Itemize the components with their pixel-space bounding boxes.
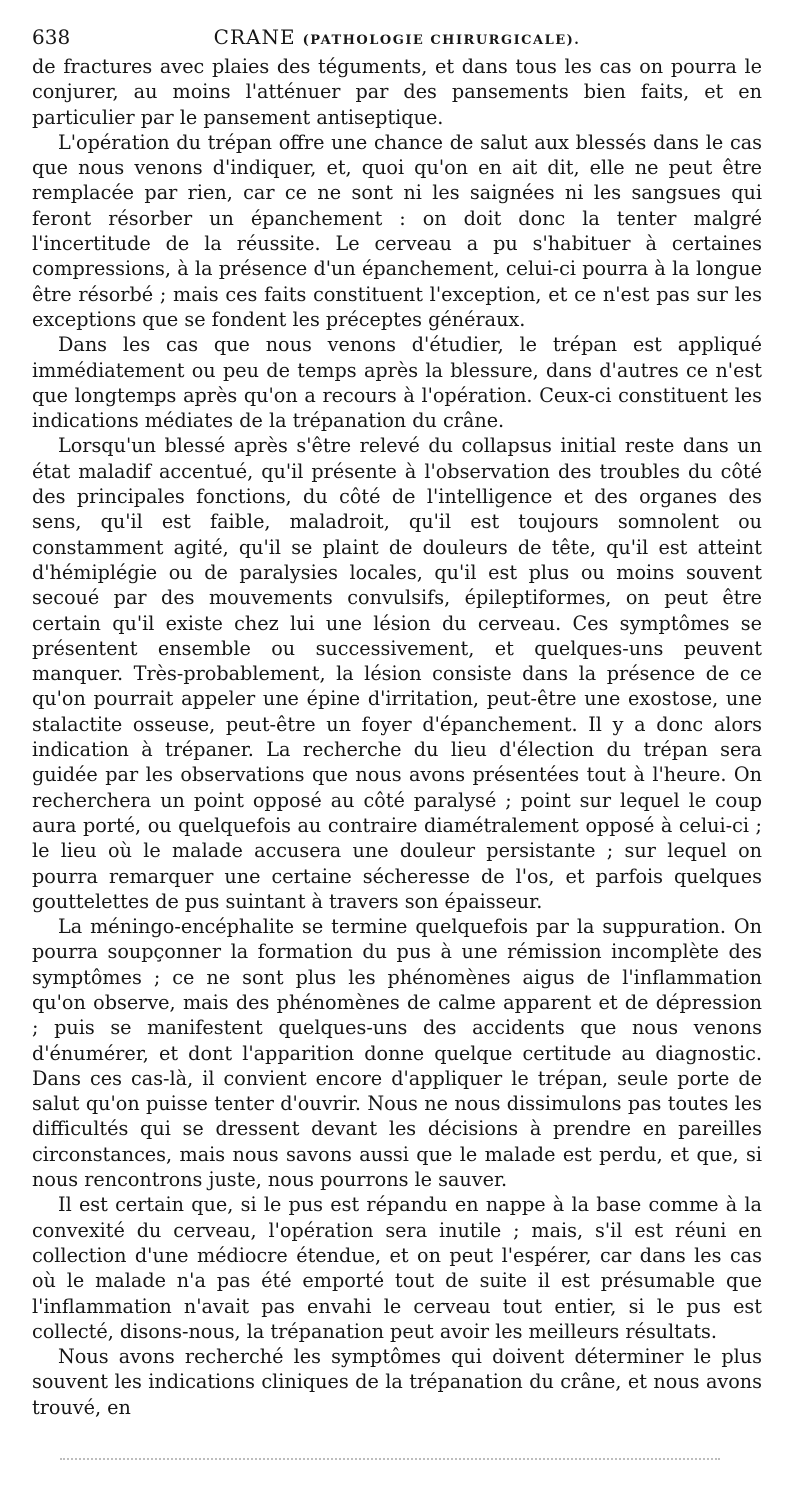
- paragraph: Lorsqu'un blessé après s'être relevé du collapsus initial reste dans un état maladif accentué, qu'il présente à l'observation des troubles du côté des principales fonctions, du côté de l'intelligence et des organes des sens, qu'il est faible, maladroit, qu'il est toujours somnolent ou constamment agité, qu'il se plaint de douleurs de tête, qu'il est atteint d'hémiplégie ou de paralysies locales, qu'il est plus ou moins souvent secoué par des mouvements convulsifs, épileptiformes, on peut être certain qu'il existe chez lui une lésion du cerveau. Ces symptômes se présentent ensemble ou successivement, et quelques-uns peuvent manquer. Très-probablement, la lésion consiste dans la présence de ce qu'on pourrait appeler une épine d'irritation, peut-être une exostose, une stalactite osseuse, peut-être un foyer d'épanchement. Il y a donc alors indication à trépaner. La recherche du lieu d'élection du trépan sera guidée par les observations que nous avons présentées tout à l'heure. On recherchera un point opposé au côté paralysé ; point sur lequel le coup aura porté, ou quelquefois au contraire diamétralement opposé à celui-ci ; le lieu où le malade accusera une douleur persistante ; sur lequel on pourra remarquer une certaine sécheresse de l'os, et parfois quelques gouttelettes de pus suintant à travers son épaisseur.: [32, 434, 762, 913]
- paragraph: Nous avons recherché les symptômes qui doivent déterminer le plus souvent les indications cliniques de la trépanation du crâne, et nous avons trouvé, en: [32, 1345, 762, 1419]
- paragraph: La méningo-encéphalite se termine quelquefois par la suppuration. On pourra soupçonner la formation du pus à une rémission incomplète des symptômes ; ce ne sont plus les phénomènes aigus de l'inflammation qu'on observe, mais des phénomènes de calme apparent et de dépression ; puis se manifestent quelques-uns des accidents que nous venons d'énumérer, et dont l'apparition donne quelque certitude au diagnostic. Dans ces cas-là, il convient encore d'appliquer le trépan, seule porte de salut qu'on puisse tenter d'ouvrir. Nous ne nous dissimulons pas toutes les difficultés qui se dressent devant les décisions à prendre en pareilles circonstances, mais nous savons aussi que le malade est perdu, et que, si nous rencontrons juste, nous pourrons le sauver.: [32, 915, 762, 1192]
- bleed-through-rule: [60, 1458, 720, 1460]
- running-head-title: [32, 22, 762, 56]
- running-head: [32, 22, 762, 52]
- paragraph: Dans les cas que nous venons d'étudier, le trépan est appliqué immédiatement ou peu de temps après la blessure, dans d'autres ce n'est que longtemps après qu'on a recours à l'opération. Ceux-ci constituent les indications médiates de la trépanation du crâne.: [32, 333, 762, 433]
- body-text: [32, 54, 762, 1420]
- paragraph: L'opération du trépan offre une chance de salut aux blessés dans le cas que nous venons d'indiquer, et, quoi qu'on en ait dit, elle ne peut être remplacée par rien, car ce ne sont ni les saignées ni les sangsues qui feront résorber un épanchement : on doit donc la tenter malgré l'incertitude de la réussite. Le cerveau a pu s'habituer à certaines compressions, à la présence d'un épanchement, celui-ci pourra à la longue être résorbé ; mais ces faits constituent l'exception, et ce n'est pas sur les exceptions que se fondent les préceptes généraux.: [32, 130, 762, 331]
- paragraph: de fractures avec plaies des téguments, et dans tous les cas on pourra le conjurer, au moins l'atténuer par des pansements bien faits, et en particulier par le pansement antiseptique.: [32, 55, 762, 129]
- chapter-subtitle: (PATHOLOGIE CHIRURGICALE).: [302, 33, 581, 48]
- paragraph: Il est certain que, si le pus est répandu en nappe à la base comme à la convexité du cerveau, l'opération sera inutile ; mais, s'il est réuni en collection d'une médiocre étendue, et on peut l'espérer, car dans les cas où le malade n'a pas été emporté tout de suite il est présumable que l'inflammation n'avait pas envahi le cerveau tout entier, si le pus est collecté, disons-nous, la trépanation peut avoir les meilleurs résultats.: [32, 1193, 762, 1343]
- chapter-title: CRANE: [213, 25, 296, 49]
- page-number: 638: [32, 25, 71, 49]
- book-page: [32, 22, 762, 1420]
